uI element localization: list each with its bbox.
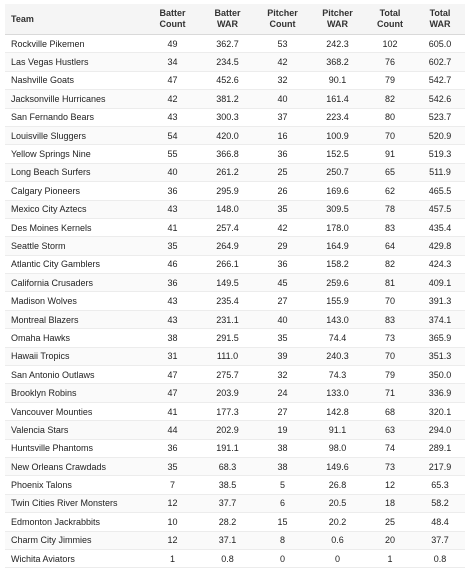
batter-war-cell: 111.0 xyxy=(200,347,255,365)
pitcher-war-cell: 309.5 xyxy=(310,200,365,218)
table-row[interactable] xyxy=(5,494,465,512)
batter-count-cell: 40 xyxy=(145,163,200,181)
pitcher-count-cell: 15 xyxy=(255,513,310,531)
table-row[interactable] xyxy=(5,531,465,549)
batter-count-cell: 36 xyxy=(145,182,200,200)
total-war-cell: 409.1 xyxy=(415,274,465,292)
total-war-cell: 542.6 xyxy=(415,90,465,108)
total-count-cell: 80 xyxy=(365,108,415,126)
total-count-cell: 71 xyxy=(365,384,415,402)
batter-war-cell: 261.2 xyxy=(200,163,255,181)
total-count-cell: 20 xyxy=(365,531,415,549)
pitcher-count-cell: 40 xyxy=(255,310,310,328)
batter-war-cell: 452.6 xyxy=(200,71,255,89)
pitcher-war-cell: 259.6 xyxy=(310,274,365,292)
team-cell: Des Moines Kernels xyxy=(5,218,145,236)
pitcher-war-cell: 242.3 xyxy=(310,35,365,53)
batter-count-cell: 36 xyxy=(145,439,200,457)
pitcher-count-cell: 36 xyxy=(255,145,310,163)
total-war-cell: 0.8 xyxy=(415,549,465,567)
pitcher-count-cell: 35 xyxy=(255,329,310,347)
total-war-cell: 320.1 xyxy=(415,402,465,420)
team-cell: Phoenix Talons xyxy=(5,476,145,494)
pitcher-war-cell: 91.1 xyxy=(310,421,365,439)
batter-war-cell: 381.2 xyxy=(200,90,255,108)
batter-count-cell: 43 xyxy=(145,310,200,328)
batter-war-cell: 37.7 xyxy=(200,494,255,512)
team-cell: San Fernando Bears xyxy=(5,108,145,126)
header-label: WAR xyxy=(327,19,348,29)
pitcher-war-cell: 90.1 xyxy=(310,71,365,89)
batter-war-cell: 420.0 xyxy=(200,126,255,144)
team-cell: Charm City Jimmies xyxy=(5,531,145,549)
total-war-cell: 542.7 xyxy=(415,71,465,89)
table-row[interactable] xyxy=(5,513,465,531)
pitcher-war-cell: 164.9 xyxy=(310,237,365,255)
column-header-team[interactable] xyxy=(5,4,145,35)
batter-war-cell: 257.4 xyxy=(200,218,255,236)
table-row[interactable] xyxy=(5,71,465,89)
batter-war-cell: 191.1 xyxy=(200,439,255,457)
total-war-cell: 365.9 xyxy=(415,329,465,347)
team-cell: New Orleans Crawdads xyxy=(5,457,145,475)
batter-count-cell: 31 xyxy=(145,347,200,365)
batter-war-cell: 300.3 xyxy=(200,108,255,126)
team-cell: Hawaii Tropics xyxy=(5,347,145,365)
pitcher-count-cell: 35 xyxy=(255,200,310,218)
pitcher-count-cell: 37 xyxy=(255,108,310,126)
batter-war-cell: 38.5 xyxy=(200,476,255,494)
pitcher-war-cell: 158.2 xyxy=(310,255,365,273)
table-row[interactable] xyxy=(5,402,465,420)
total-war-cell: 520.9 xyxy=(415,126,465,144)
total-war-cell: 605.0 xyxy=(415,35,465,53)
pitcher-war-cell: 223.4 xyxy=(310,108,365,126)
table-row[interactable] xyxy=(5,347,465,365)
pitcher-war-cell: 100.9 xyxy=(310,126,365,144)
team-cell: Las Vegas Hustlers xyxy=(5,53,145,71)
total-war-cell: 435.4 xyxy=(415,218,465,236)
team-cell: Atlantic City Gamblers xyxy=(5,255,145,273)
team-cell: Valencia Stars xyxy=(5,421,145,439)
table-header xyxy=(5,4,465,35)
pitcher-count-cell: 36 xyxy=(255,255,310,273)
table-row[interactable] xyxy=(5,439,465,457)
pitcher-count-cell: 0 xyxy=(255,549,310,567)
team-cell: Jacksonville Hurricanes xyxy=(5,90,145,108)
batter-war-cell: 235.4 xyxy=(200,292,255,310)
pitcher-count-cell: 42 xyxy=(255,53,310,71)
batter-war-cell: 264.9 xyxy=(200,237,255,255)
pitcher-war-cell: 149.6 xyxy=(310,457,365,475)
header-label: Batter xyxy=(214,8,241,18)
team-cell: Rockville Pikemen xyxy=(5,35,145,53)
table-row[interactable] xyxy=(5,163,465,181)
total-war-cell: 519.3 xyxy=(415,145,465,163)
total-count-cell: 63 xyxy=(365,421,415,439)
batter-count-cell: 41 xyxy=(145,218,200,236)
table-row[interactable] xyxy=(5,182,465,200)
team-cell: Wichita Aviators xyxy=(5,549,145,567)
pitcher-war-cell: 133.0 xyxy=(310,384,365,402)
table-row[interactable] xyxy=(5,126,465,144)
pitcher-war-cell: 368.2 xyxy=(310,53,365,71)
table-row[interactable] xyxy=(5,145,465,163)
team-cell: Calgary Pioneers xyxy=(5,182,145,200)
pitcher-count-cell: 40 xyxy=(255,90,310,108)
batter-count-cell: 43 xyxy=(145,200,200,218)
pitcher-war-cell: 20.5 xyxy=(310,494,365,512)
war-table xyxy=(5,4,465,568)
pitcher-war-cell: 169.6 xyxy=(310,182,365,200)
batter-count-cell: 10 xyxy=(145,513,200,531)
batter-count-cell: 12 xyxy=(145,494,200,512)
total-count-cell: 70 xyxy=(365,126,415,144)
pitcher-war-cell: 155.9 xyxy=(310,292,365,310)
total-war-cell: 48.4 xyxy=(415,513,465,531)
batter-count-cell: 43 xyxy=(145,292,200,310)
table-row[interactable] xyxy=(5,384,465,402)
pitcher-count-cell: 32 xyxy=(255,366,310,384)
pitcher-count-cell: 29 xyxy=(255,237,310,255)
batter-count-cell: 47 xyxy=(145,366,200,384)
pitcher-count-cell: 27 xyxy=(255,402,310,420)
total-count-cell: 73 xyxy=(365,457,415,475)
batter-war-cell: 275.7 xyxy=(200,366,255,384)
batter-war-cell: 231.1 xyxy=(200,310,255,328)
team-cell: San Antonio Outlaws xyxy=(5,366,145,384)
total-count-cell: 76 xyxy=(365,53,415,71)
team-cell: Yellow Springs Nine xyxy=(5,145,145,163)
table-row[interactable] xyxy=(5,35,465,53)
batter-count-cell: 55 xyxy=(145,145,200,163)
table-row[interactable] xyxy=(5,329,465,347)
total-count-cell: 83 xyxy=(365,310,415,328)
team-cell: Edmonton Jackrabbits xyxy=(5,513,145,531)
total-count-cell: 102 xyxy=(365,35,415,53)
team-cell: Madison Wolves xyxy=(5,292,145,310)
batter-count-cell: 46 xyxy=(145,255,200,273)
batter-count-cell: 41 xyxy=(145,402,200,420)
batter-count-cell: 35 xyxy=(145,457,200,475)
table-row[interactable] xyxy=(5,366,465,384)
total-count-cell: 79 xyxy=(365,366,415,384)
batter-war-cell: 202.9 xyxy=(200,421,255,439)
batter-war-cell: 37.1 xyxy=(200,531,255,549)
pitcher-count-cell: 24 xyxy=(255,384,310,402)
total-count-cell: 82 xyxy=(365,255,415,273)
total-war-cell: 465.5 xyxy=(415,182,465,200)
header-label: Total xyxy=(429,8,451,18)
pitcher-count-cell: 53 xyxy=(255,35,310,53)
column-header-pitcher-war[interactable] xyxy=(310,4,365,35)
column-header-total-count[interactable] xyxy=(365,4,415,35)
header-label: Pitcher xyxy=(267,8,298,18)
batter-war-cell: 0.8 xyxy=(200,549,255,567)
total-war-cell: 289.1 xyxy=(415,439,465,457)
batter-war-cell: 68.3 xyxy=(200,457,255,475)
total-war-cell: 351.3 xyxy=(415,347,465,365)
pitcher-count-cell: 38 xyxy=(255,439,310,457)
batter-war-cell: 234.5 xyxy=(200,53,255,71)
batter-count-cell: 38 xyxy=(145,329,200,347)
batter-war-cell: 149.5 xyxy=(200,274,255,292)
table-row[interactable] xyxy=(5,549,465,567)
total-count-cell: 68 xyxy=(365,402,415,420)
total-count-cell: 1 xyxy=(365,549,415,567)
total-war-cell: 65.3 xyxy=(415,476,465,494)
team-cell: Louisville Sluggers xyxy=(5,126,145,144)
total-count-cell: 74 xyxy=(365,439,415,457)
total-war-cell: 58.2 xyxy=(415,494,465,512)
pitcher-count-cell: 32 xyxy=(255,71,310,89)
pitcher-war-cell: 250.7 xyxy=(310,163,365,181)
header-label: Total xyxy=(379,8,401,18)
pitcher-count-cell: 16 xyxy=(255,126,310,144)
batter-count-cell: 12 xyxy=(145,531,200,549)
pitcher-war-cell: 20.2 xyxy=(310,513,365,531)
batter-count-cell: 49 xyxy=(145,35,200,53)
column-header-batter-count[interactable] xyxy=(145,4,200,35)
header-label: Team xyxy=(11,13,34,24)
header-label: Count xyxy=(159,19,186,29)
total-war-cell: 511.9 xyxy=(415,163,465,181)
pitcher-count-cell: 19 xyxy=(255,421,310,439)
total-war-cell: 457.5 xyxy=(415,200,465,218)
total-war-cell: 37.7 xyxy=(415,531,465,549)
pitcher-count-cell: 42 xyxy=(255,218,310,236)
total-count-cell: 12 xyxy=(365,476,415,494)
header-label: WAR xyxy=(429,19,451,29)
total-count-cell: 73 xyxy=(365,329,415,347)
pitcher-war-cell: 240.3 xyxy=(310,347,365,365)
total-count-cell: 70 xyxy=(365,292,415,310)
header-row xyxy=(5,4,465,35)
total-count-cell: 25 xyxy=(365,513,415,531)
pitcher-war-cell: 152.5 xyxy=(310,145,365,163)
total-war-cell: 424.3 xyxy=(415,255,465,273)
batter-war-cell: 291.5 xyxy=(200,329,255,347)
batter-count-cell: 47 xyxy=(145,71,200,89)
column-header-batter-war[interactable] xyxy=(200,4,255,35)
total-war-cell: 350.0 xyxy=(415,366,465,384)
batter-count-cell: 1 xyxy=(145,549,200,567)
batter-war-cell: 295.9 xyxy=(200,182,255,200)
total-count-cell: 64 xyxy=(365,237,415,255)
total-war-cell: 294.0 xyxy=(415,421,465,439)
table-row[interactable] xyxy=(5,108,465,126)
batter-war-cell: 366.8 xyxy=(200,145,255,163)
pitcher-war-cell: 74.4 xyxy=(310,329,365,347)
column-header-total-war[interactable] xyxy=(415,4,465,35)
batter-count-cell: 7 xyxy=(145,476,200,494)
batter-count-cell: 42 xyxy=(145,90,200,108)
table-row[interactable] xyxy=(5,274,465,292)
pitcher-count-cell: 39 xyxy=(255,347,310,365)
pitcher-count-cell: 27 xyxy=(255,292,310,310)
team-cell: Nashville Goats xyxy=(5,71,145,89)
header-label: Count xyxy=(377,19,403,29)
table-row[interactable] xyxy=(5,53,465,71)
table-row[interactable] xyxy=(5,310,465,328)
pitcher-war-cell: 178.0 xyxy=(310,218,365,236)
pitcher-war-cell: 161.4 xyxy=(310,90,365,108)
table-row[interactable] xyxy=(5,237,465,255)
pitcher-war-cell: 0.6 xyxy=(310,531,365,549)
team-cell: Huntsville Phantoms xyxy=(5,439,145,457)
header-label: Pitcher xyxy=(322,8,353,18)
total-count-cell: 18 xyxy=(365,494,415,512)
batter-count-cell: 35 xyxy=(145,237,200,255)
total-war-cell: 336.9 xyxy=(415,384,465,402)
pitcher-count-cell: 5 xyxy=(255,476,310,494)
team-cell: California Crusaders xyxy=(5,274,145,292)
total-count-cell: 70 xyxy=(365,347,415,365)
pitcher-count-cell: 26 xyxy=(255,182,310,200)
pitcher-count-cell: 6 xyxy=(255,494,310,512)
column-header-pitcher-count[interactable] xyxy=(255,4,310,35)
table-row[interactable] xyxy=(5,200,465,218)
table-row[interactable] xyxy=(5,476,465,494)
batter-count-cell: 43 xyxy=(145,108,200,126)
total-count-cell: 91 xyxy=(365,145,415,163)
pitcher-count-cell: 45 xyxy=(255,274,310,292)
table-row[interactable] xyxy=(5,421,465,439)
team-cell: Brooklyn Robins xyxy=(5,384,145,402)
total-war-cell: 429.8 xyxy=(415,237,465,255)
total-war-cell: 217.9 xyxy=(415,457,465,475)
batter-count-cell: 36 xyxy=(145,274,200,292)
pitcher-count-cell: 8 xyxy=(255,531,310,549)
table-row[interactable] xyxy=(5,292,465,310)
table-row[interactable] xyxy=(5,255,465,273)
header-label: Count xyxy=(269,19,296,29)
total-war-cell: 374.1 xyxy=(415,310,465,328)
pitcher-war-cell: 74.3 xyxy=(310,366,365,384)
batter-count-cell: 47 xyxy=(145,384,200,402)
team-cell: Vancouver Mounties xyxy=(5,402,145,420)
table-row[interactable] xyxy=(5,457,465,475)
batter-count-cell: 34 xyxy=(145,53,200,71)
total-war-cell: 391.3 xyxy=(415,292,465,310)
header-label: Batter xyxy=(159,8,186,18)
total-war-cell: 523.7 xyxy=(415,108,465,126)
total-count-cell: 65 xyxy=(365,163,415,181)
team-cell: Long Beach Surfers xyxy=(5,163,145,181)
batter-war-cell: 148.0 xyxy=(200,200,255,218)
header-label: WAR xyxy=(217,19,238,29)
pitcher-war-cell: 142.8 xyxy=(310,402,365,420)
table-body xyxy=(5,35,465,568)
batter-war-cell: 362.7 xyxy=(200,35,255,53)
batter-war-cell: 203.9 xyxy=(200,384,255,402)
table-row[interactable] xyxy=(5,90,465,108)
total-war-cell: 602.7 xyxy=(415,53,465,71)
batter-count-cell: 44 xyxy=(145,421,200,439)
total-count-cell: 82 xyxy=(365,90,415,108)
pitcher-count-cell: 38 xyxy=(255,457,310,475)
batter-war-cell: 266.1 xyxy=(200,255,255,273)
team-cell: Twin Cities River Monsters xyxy=(5,494,145,512)
pitcher-war-cell: 0 xyxy=(310,549,365,567)
team-cell: Montreal Blazers xyxy=(5,310,145,328)
pitcher-count-cell: 25 xyxy=(255,163,310,181)
team-cell: Omaha Hawks xyxy=(5,329,145,347)
total-count-cell: 78 xyxy=(365,200,415,218)
pitcher-war-cell: 98.0 xyxy=(310,439,365,457)
total-count-cell: 62 xyxy=(365,182,415,200)
total-count-cell: 81 xyxy=(365,274,415,292)
pitcher-war-cell: 26.8 xyxy=(310,476,365,494)
batter-war-cell: 177.3 xyxy=(200,402,255,420)
batter-count-cell: 54 xyxy=(145,126,200,144)
pitcher-war-cell: 143.0 xyxy=(310,310,365,328)
total-count-cell: 83 xyxy=(365,218,415,236)
total-count-cell: 79 xyxy=(365,71,415,89)
team-cell: Seattle Storm xyxy=(5,237,145,255)
team-cell: Mexico City Aztecs xyxy=(5,200,145,218)
batter-war-cell: 28.2 xyxy=(200,513,255,531)
table-row[interactable] xyxy=(5,218,465,236)
